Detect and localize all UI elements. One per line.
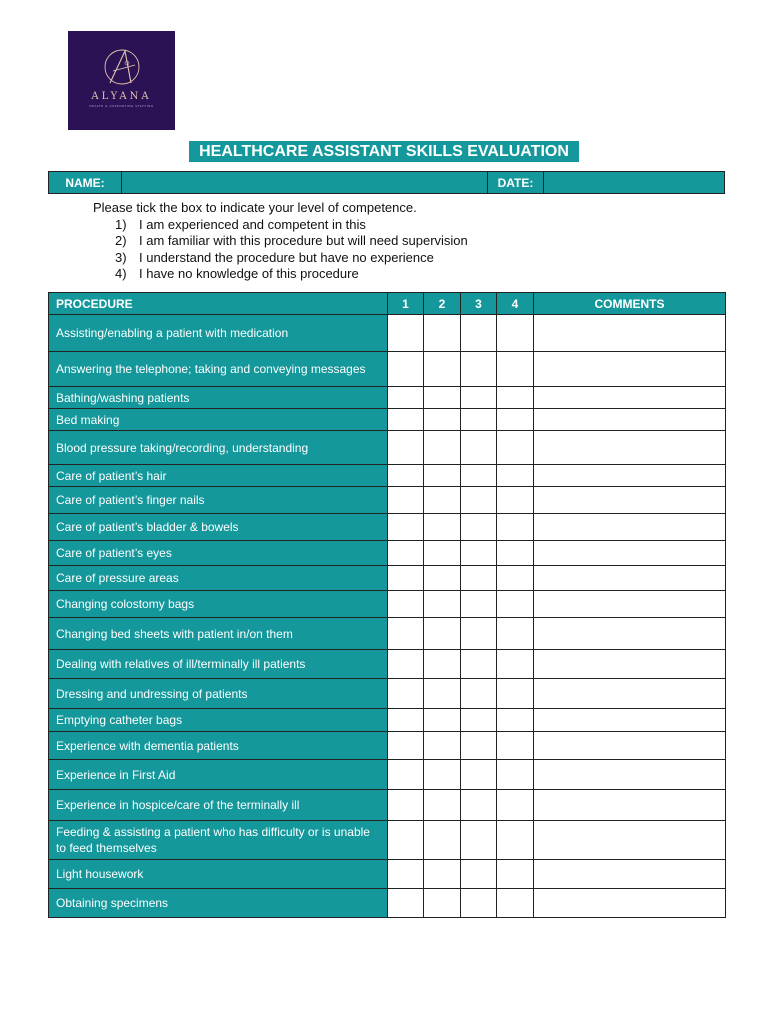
level-3-tick-box[interactable] (461, 790, 497, 821)
procedure-column-header: PROCEDURE (49, 293, 388, 315)
level-4-tick-box[interactable] (497, 860, 534, 889)
level-3-tick-box[interactable] (461, 650, 497, 679)
level-2-tick-box[interactable] (424, 387, 461, 409)
level-3-tick-box[interactable] (461, 889, 497, 918)
level-2-tick-box[interactable] (424, 618, 461, 650)
table-row (49, 889, 726, 918)
level-item (93, 250, 468, 267)
level-2-tick-box[interactable] (424, 315, 461, 352)
level-1-tick-box[interactable] (388, 618, 424, 650)
procedure-table (48, 292, 726, 918)
name-date-bar (48, 171, 725, 194)
level-2-tick-box[interactable] (424, 487, 461, 514)
level-2-tick-box[interactable] (424, 790, 461, 821)
comments-cell[interactable] (534, 618, 726, 650)
table-row (49, 618, 726, 650)
table-row (49, 821, 726, 860)
level-1-tick-box[interactable] (388, 514, 424, 541)
level-4-column-header: 4 (497, 293, 534, 315)
procedure-name: Experience in First Aid (49, 760, 388, 790)
level-4-tick-box[interactable] (497, 732, 534, 760)
procedure-name: Care of patient’s bladder & bowels (49, 514, 388, 541)
comments-cell[interactable] (534, 541, 726, 566)
table-row (49, 650, 726, 679)
procedure-name: Experience with dementia patients (49, 732, 388, 760)
level-3-column-header: 3 (461, 293, 497, 315)
table-row (49, 352, 726, 387)
level-4-tick-box[interactable] (497, 650, 534, 679)
level-3-tick-box[interactable] (461, 431, 497, 465)
level-4-tick-box[interactable] (497, 566, 534, 591)
date-field[interactable] (543, 172, 724, 193)
name-field[interactable] (121, 172, 487, 193)
level-3-tick-box[interactable] (461, 679, 497, 709)
level-1-tick-box[interactable] (388, 409, 424, 431)
level-4-tick-box[interactable] (497, 541, 534, 566)
comments-cell[interactable] (534, 860, 726, 889)
level-4-tick-box[interactable] (497, 352, 534, 387)
comments-cell[interactable] (534, 566, 726, 591)
level-1-tick-box[interactable] (388, 315, 424, 352)
comments-cell[interactable] (534, 790, 726, 821)
logo-emblem-icon (100, 45, 144, 89)
level-4-tick-box[interactable] (497, 821, 534, 860)
level-1-tick-box[interactable] (388, 889, 424, 918)
level-2-tick-box[interactable] (424, 431, 461, 465)
table-row (49, 541, 726, 566)
level-text: I have no knowledge of this procedure (139, 266, 359, 281)
level-2-tick-box[interactable] (424, 679, 461, 709)
level-item (93, 217, 468, 234)
table-row (49, 679, 726, 709)
level-2-tick-box[interactable] (424, 821, 461, 860)
comments-column-header: COMMENTS (534, 293, 726, 315)
level-item (93, 266, 468, 283)
comments-cell[interactable] (534, 409, 726, 431)
procedure-name: Obtaining specimens (49, 889, 388, 918)
table-row (49, 732, 726, 760)
procedure-name: Answering the telephone; taking and conveying messages (49, 352, 388, 387)
level-4-tick-box[interactable] (497, 315, 534, 352)
comments-cell[interactable] (534, 514, 726, 541)
level-number: 4) (115, 266, 127, 281)
procedure-name: Care of patient’s eyes (49, 541, 388, 566)
table-row (49, 514, 726, 541)
procedure-name: Changing bed sheets with patient in/on them (49, 618, 388, 650)
level-2-tick-box[interactable] (424, 566, 461, 591)
comments-cell[interactable] (534, 679, 726, 709)
procedure-name: Care of patient’s finger nails (49, 487, 388, 514)
table-row (49, 790, 726, 821)
level-1-tick-box[interactable] (388, 465, 424, 487)
level-2-column-header: 2 (424, 293, 461, 315)
comments-cell[interactable] (534, 591, 726, 618)
table-row (49, 387, 726, 409)
level-text: I understand the procedure but have no experience (139, 249, 434, 265)
level-1-tick-box[interactable] (388, 352, 424, 387)
level-2-tick-box[interactable] (424, 352, 461, 387)
page-title: HEALTHCARE ASSISTANT SKILLS EVALUATION (189, 141, 579, 162)
level-4-tick-box[interactable] (497, 760, 534, 790)
level-text: I am experienced and competent in this (139, 216, 366, 232)
level-1-column-header: 1 (388, 293, 424, 315)
level-2-tick-box[interactable] (424, 860, 461, 889)
table-row (49, 591, 726, 618)
procedure-name: Assisting/enabling a patient with medication (49, 315, 388, 352)
level-1-tick-box[interactable] (388, 431, 424, 465)
level-text: I am familiar with this procedure but will need supervision (139, 233, 468, 248)
comments-cell[interactable] (534, 650, 726, 679)
level-1-tick-box[interactable] (388, 387, 424, 409)
table-row (49, 315, 726, 352)
table-row (49, 409, 726, 431)
level-number: 1) (115, 216, 127, 232)
level-number: 3) (115, 249, 127, 265)
procedure-name: Experience in hospice/care of the terminally ill (49, 790, 388, 821)
level-4-tick-box[interactable] (497, 465, 534, 487)
level-1-tick-box[interactable] (388, 566, 424, 591)
procedure-name: Feeding & assisting a patient who has difficulty or is unable to feed themselves (49, 821, 388, 860)
instructions-lead: Please tick the box to indicate your level of competence. (93, 200, 417, 215)
level-4-tick-box[interactable] (497, 514, 534, 541)
table-row (49, 487, 726, 514)
level-3-tick-box[interactable] (461, 409, 497, 431)
procedure-name: Dealing with relatives of ill/terminally ill patients (49, 650, 388, 679)
logo-brand-text: ALYANA (91, 91, 152, 102)
level-1-tick-box[interactable] (388, 821, 424, 860)
company-logo (68, 31, 175, 130)
comments-cell[interactable] (534, 821, 726, 860)
comments-cell[interactable] (534, 487, 726, 514)
procedure-name: Care of patient’s hair (49, 465, 388, 487)
table-row (49, 566, 726, 591)
level-2-tick-box[interactable] (424, 760, 461, 790)
table-row (49, 431, 726, 465)
procedure-name: Bed making (49, 409, 388, 431)
level-2-tick-box[interactable] (424, 514, 461, 541)
level-4-tick-box[interactable] (497, 889, 534, 918)
level-number: 2) (115, 233, 127, 248)
comments-cell[interactable] (534, 760, 726, 790)
level-4-tick-box[interactable] (497, 709, 534, 732)
level-3-tick-box[interactable] (461, 487, 497, 514)
comments-cell[interactable] (534, 889, 726, 918)
level-3-tick-box[interactable] (461, 860, 497, 889)
level-4-tick-box[interactable] (497, 487, 534, 514)
table-row (49, 760, 726, 790)
table-row (49, 465, 726, 487)
level-3-tick-box[interactable] (461, 709, 497, 732)
level-4-tick-box[interactable] (497, 790, 534, 821)
procedure-name: Emptying catheter bags (49, 709, 388, 732)
level-1-tick-box[interactable] (388, 732, 424, 760)
level-2-tick-box[interactable] (424, 591, 461, 618)
name-label: NAME: (49, 172, 121, 193)
level-1-tick-box[interactable] (388, 860, 424, 889)
instructions (93, 200, 468, 283)
procedure-name: Changing colostomy bags (49, 591, 388, 618)
comments-cell[interactable] (534, 387, 726, 409)
date-label: DATE: (487, 172, 543, 193)
level-1-tick-box[interactable] (388, 679, 424, 709)
comments-cell[interactable] (534, 431, 726, 465)
level-3-tick-box[interactable] (461, 387, 497, 409)
level-4-tick-box[interactable] (497, 679, 534, 709)
level-1-tick-box[interactable] (388, 487, 424, 514)
level-1-tick-box[interactable] (388, 760, 424, 790)
comments-cell[interactable] (534, 709, 726, 732)
procedure-name: Care of pressure areas (49, 566, 388, 591)
level-4-tick-box[interactable] (497, 431, 534, 465)
logo-tagline: HEALTH & SUPPORTING STAFFING (89, 104, 154, 108)
procedure-name: Blood pressure taking/recording, understanding (49, 431, 388, 465)
level-3-tick-box[interactable] (461, 352, 497, 387)
procedure-name: Light housework (49, 860, 388, 889)
table-header-row (49, 293, 726, 315)
comments-cell[interactable] (534, 352, 726, 387)
table-row (49, 860, 726, 889)
level-2-tick-box[interactable] (424, 465, 461, 487)
level-2-tick-box[interactable] (424, 541, 461, 566)
level-2-tick-box[interactable] (424, 709, 461, 732)
level-3-tick-box[interactable] (461, 760, 497, 790)
level-3-tick-box[interactable] (461, 465, 497, 487)
level-2-tick-box[interactable] (424, 650, 461, 679)
level-4-tick-box[interactable] (497, 409, 534, 431)
comments-cell[interactable] (534, 465, 726, 487)
level-3-tick-box[interactable] (461, 618, 497, 650)
comments-cell[interactable] (534, 315, 726, 352)
level-2-tick-box[interactable] (424, 889, 461, 918)
level-1-tick-box[interactable] (388, 591, 424, 618)
level-3-tick-box[interactable] (461, 591, 497, 618)
level-3-tick-box[interactable] (461, 315, 497, 352)
level-1-tick-box[interactable] (388, 709, 424, 732)
procedure-name: Dressing and undressing of patients (49, 679, 388, 709)
level-1-tick-box[interactable] (388, 790, 424, 821)
procedure-name: Bathing/washing patients (49, 387, 388, 409)
level-4-tick-box[interactable] (497, 618, 534, 650)
level-3-tick-box[interactable] (461, 566, 497, 591)
level-4-tick-box[interactable] (497, 591, 534, 618)
comments-cell[interactable] (534, 732, 726, 760)
level-3-tick-box[interactable] (461, 541, 497, 566)
level-1-tick-box[interactable] (388, 541, 424, 566)
table-row (49, 709, 726, 732)
level-3-tick-box[interactable] (461, 514, 497, 541)
level-3-tick-box[interactable] (461, 821, 497, 860)
level-2-tick-box[interactable] (424, 409, 461, 431)
level-4-tick-box[interactable] (497, 387, 534, 409)
level-3-tick-box[interactable] (461, 732, 497, 760)
level-item (93, 233, 468, 250)
level-2-tick-box[interactable] (424, 732, 461, 760)
level-1-tick-box[interactable] (388, 650, 424, 679)
competence-levels-list (93, 217, 468, 283)
